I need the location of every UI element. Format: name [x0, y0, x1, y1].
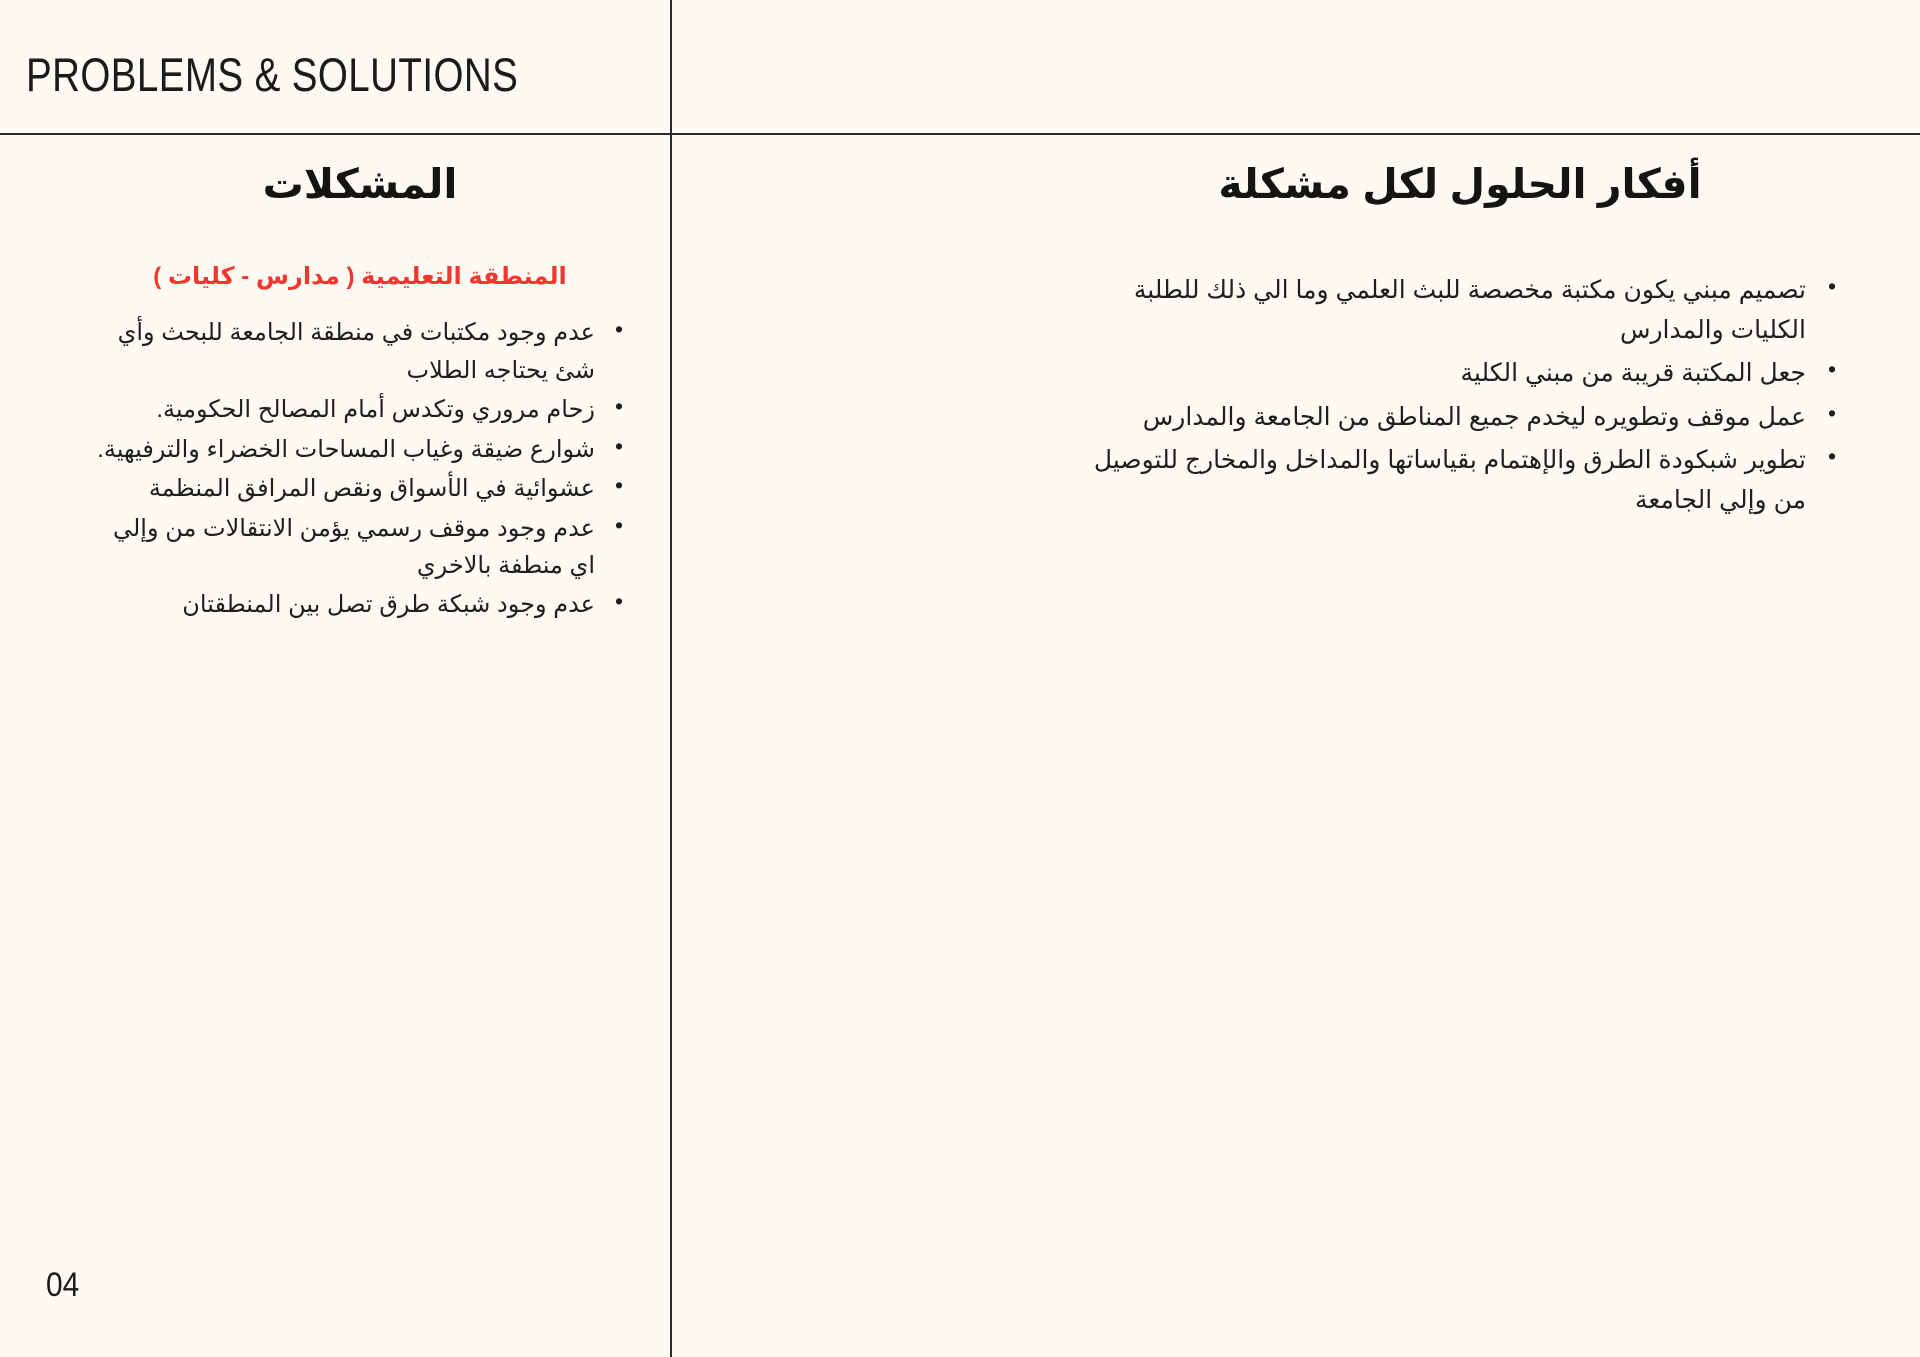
- list-item: • عمل موقف وتطويره ليخدم جميع المناطق من الجامعة والمدارس: [1080, 398, 1840, 438]
- list-item: • عدم وجود مكتبات في منطقة الجامعة للبحث وأي شئ يحتاجه الطلاب: [95, 314, 625, 389]
- header-divider-rule: [0, 133, 1920, 135]
- problems-subheading: المنطقة التعليمية ( مدارس - كليات ): [153, 263, 567, 291]
- problems-column: [95, 160, 625, 626]
- solutions-column: [1080, 160, 1840, 524]
- solutions-list: [1080, 271, 1840, 520]
- page-title: PROBLEMS & SOLUTIONS: [26, 48, 519, 101]
- list-item: • عدم وجود موقف رسمي يؤمن الانتقالات من وإلي اي منطفة بالاخري: [95, 510, 625, 585]
- list-item: • عدم وجود شبكة طرق تصل بين المنطقتان: [95, 586, 625, 623]
- problems-heading: المشكلات: [262, 161, 458, 207]
- list-item: • شوارع ضيقة وغياب المساحات الخضراء والترفيهية.: [95, 431, 625, 468]
- page-number: 04: [46, 1266, 80, 1304]
- list-item: • تطوير شبكودة الطرق والإهتمام بقياساتها والمداخل والمخارج للتوصيل من وإلي الجامعة: [1080, 441, 1840, 520]
- column-divider-rule: [670, 0, 672, 1357]
- problems-list: [95, 314, 625, 624]
- list-item: • جعل المكتبة قريبة من مبني الكلية: [1080, 354, 1840, 394]
- solutions-heading: أفكار الحلول لكل مشكلة: [1218, 161, 1702, 207]
- list-item: • زحام مروري وتكدس أمام المصالح الحكومية.: [95, 391, 625, 428]
- list-item: • تصميم مبني يكون مكتبة مخصصة للبث العلمي وما الي ذلك للطلبة الكليات والمدارس: [1080, 271, 1840, 350]
- list-item: • عشوائية في الأسواق ونقص المرافق المنظمة: [95, 470, 625, 507]
